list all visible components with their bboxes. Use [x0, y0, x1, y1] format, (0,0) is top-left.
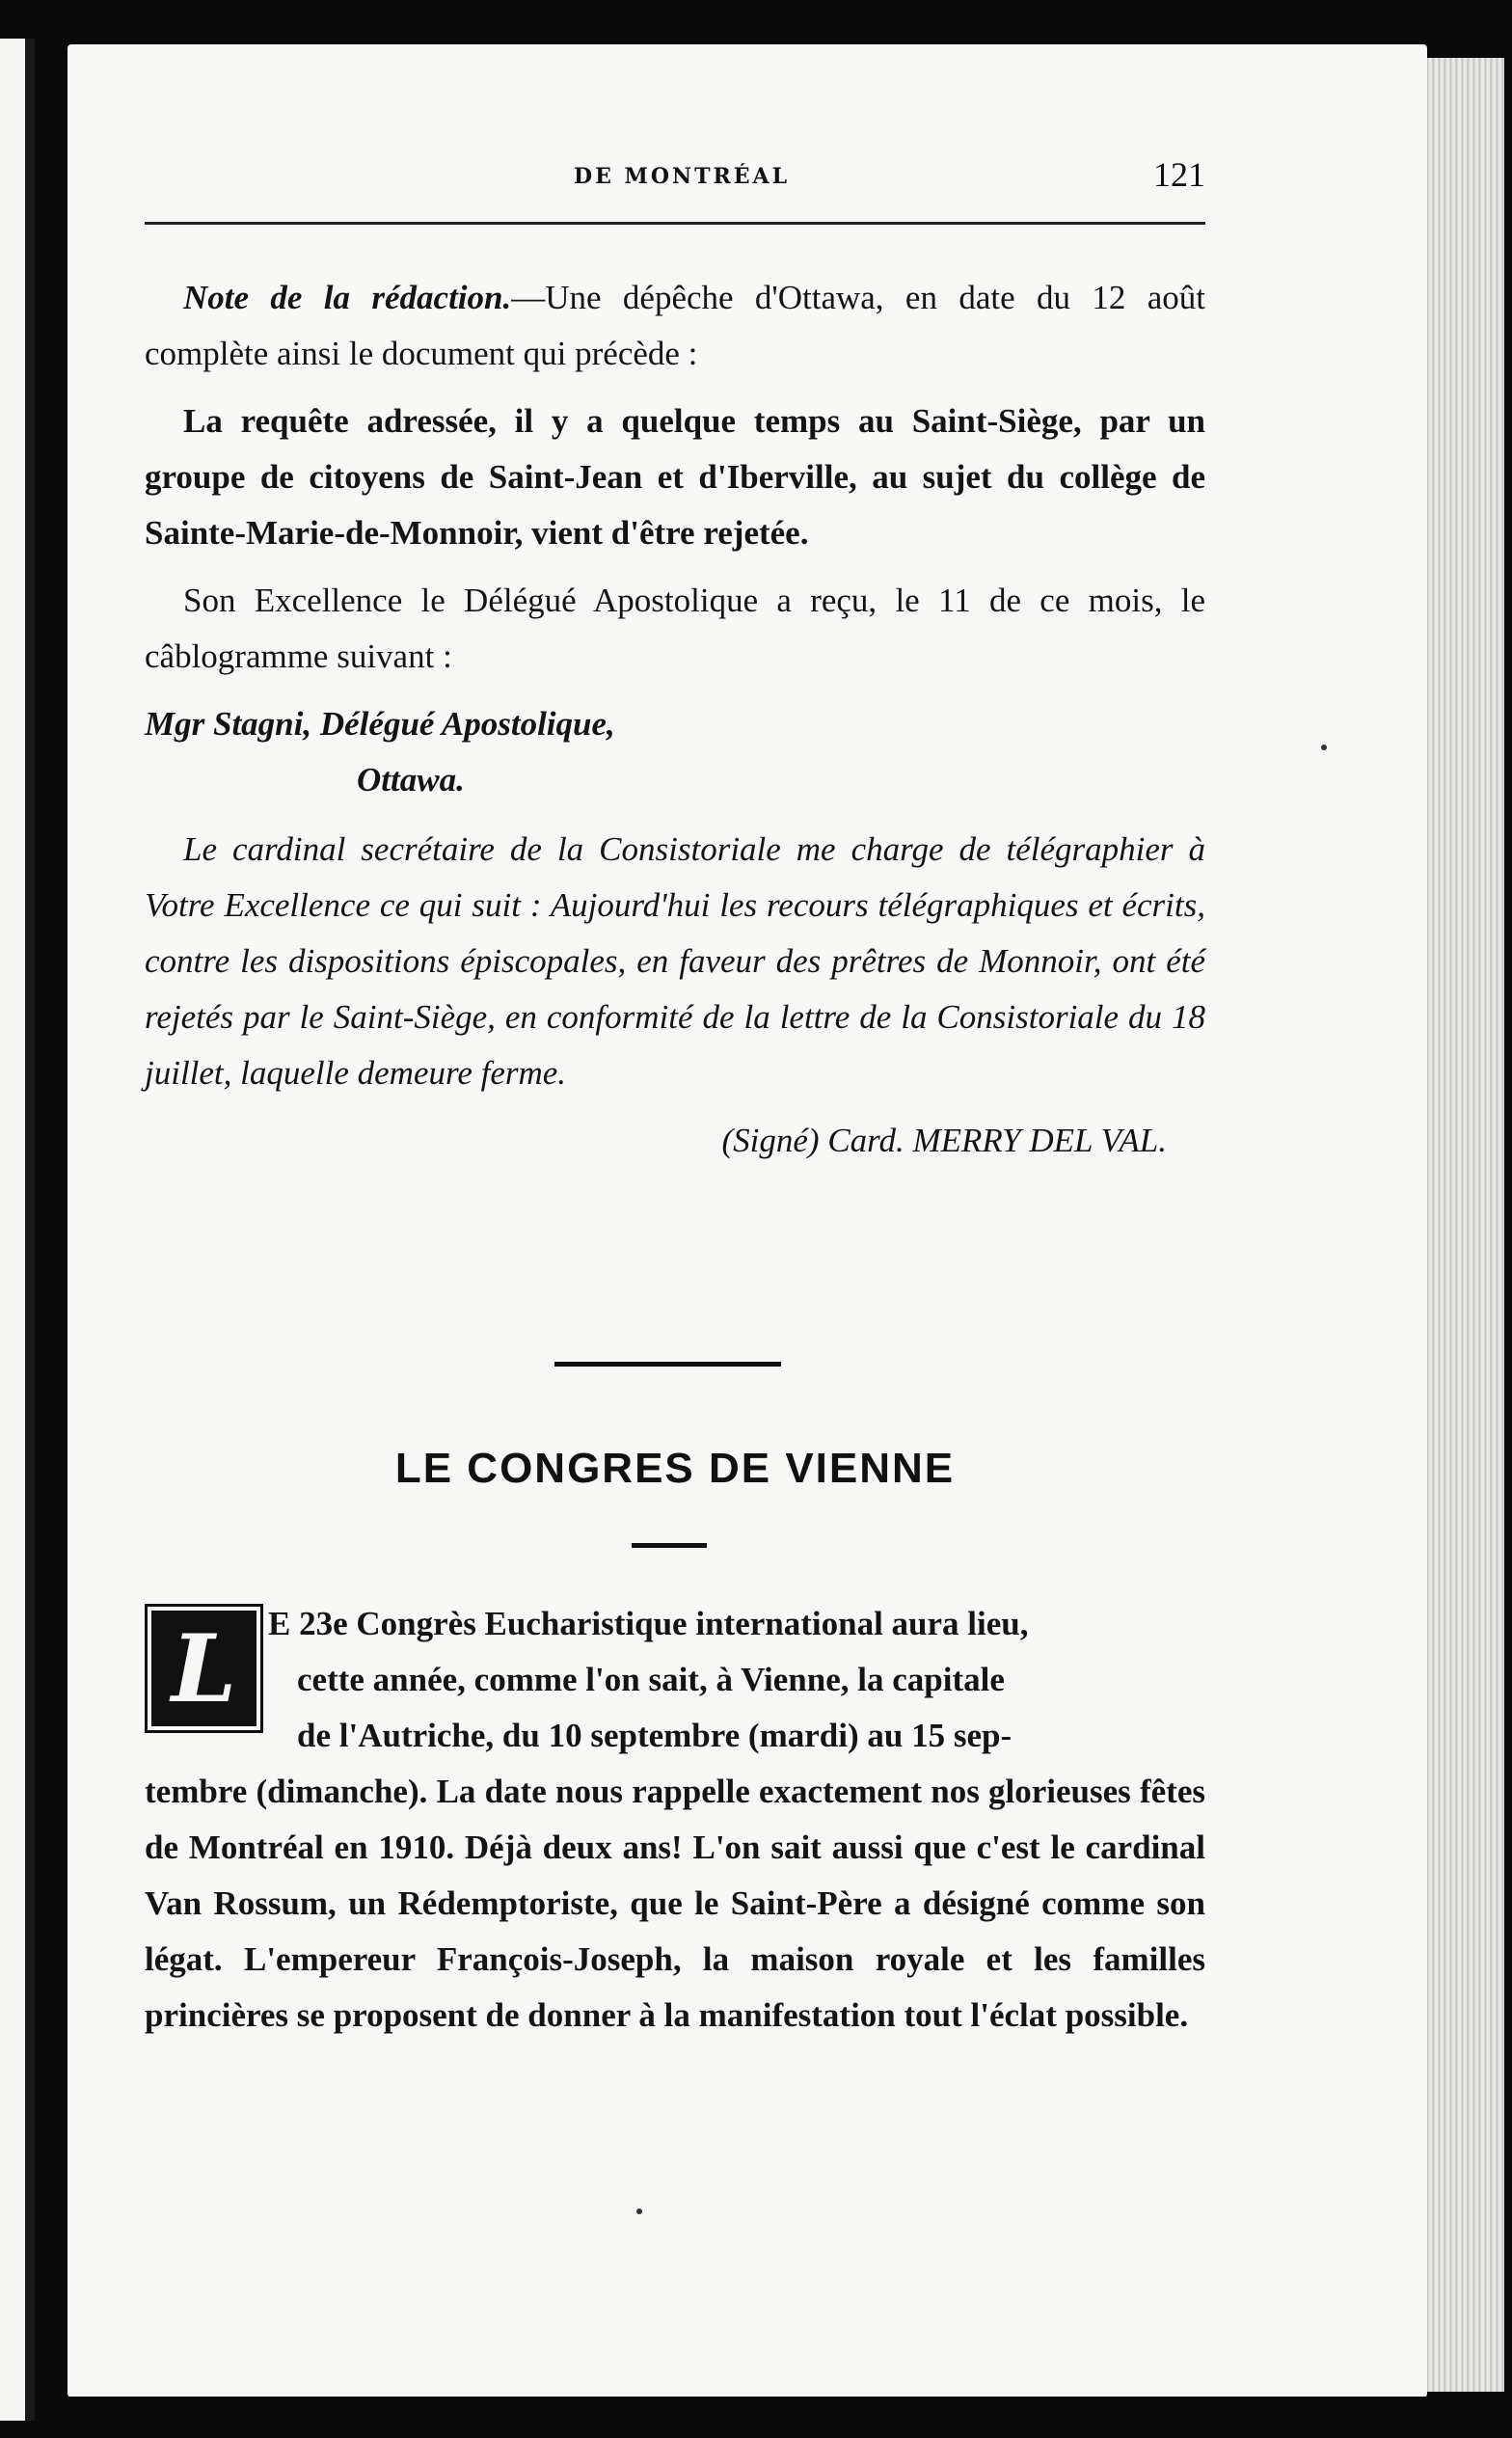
dropcap-letter: L	[171, 1613, 237, 1723]
note-paragraph-1-text: —Une dépêche d'Ottawa, en date du 12 août complète ainsi le document qui précède :	[145, 279, 1205, 372]
header-rule	[145, 222, 1205, 225]
address-line-1: Mgr Stagni, Délégué Apostolique,	[145, 705, 615, 743]
running-head: DE MONTRÉAL	[574, 164, 791, 189]
note-lead: Note de la rédaction.	[183, 279, 512, 316]
address-line-2: Ottawa.	[357, 761, 465, 799]
note-paragraph-3	[145, 573, 1205, 685]
note-paragraph-1	[145, 270, 1205, 382]
page-header	[145, 154, 1205, 203]
page-stack-edge	[1418, 58, 1504, 2392]
facing-page-edge	[0, 39, 35, 2421]
bottom-shadow	[35, 2397, 1443, 2435]
signature: (Signé) Card. MERRY DEL VAL.	[721, 1122, 1167, 1159]
note-paragraph-3-text: Son Excellence le Délégué Apostolique a reçu, le 11 de ce mois, le câblogramme suivant :	[145, 582, 1205, 675]
editorial-note	[145, 270, 1205, 1169]
page-number: 121	[1153, 155, 1205, 194]
congress-line-3: de l'Autriche, du 10 septembre (mardi) au 15 sep-	[297, 1717, 1012, 1754]
congress-paragraph	[145, 1596, 1205, 2044]
paper-speck	[636, 2208, 642, 2214]
note-paragraph-2	[145, 393, 1205, 561]
congress-line-1: E 23e Congrès Eucharistique international aura lieu,	[268, 1605, 1029, 1642]
paper-speck	[1321, 745, 1327, 750]
note-paragraph-2-text: La requête adressée, il y a quelque temps au Saint-Siège, par un groupe de citoyens de Saint-Jean et d'Iberville, au sujet du collège de Sainte-Marie-de-Monnoir, vient d'être rejetée.	[145, 402, 1205, 552]
section-title: LE CONGRES DE VIENNE	[394, 1445, 956, 1492]
section-divider	[554, 1362, 781, 1367]
cablegram-text: Le cardinal secrétaire de la Consistoriale me charge de télégraphier à Votre Excellence ce qui suit : Aujourd'hui les recours télégraphiques et écrits, contre les dispositions épiscopales, en faveur des prêtres de Monnoir, ont été rejetés par le Saint-Siège, en conformité de la lettre de la Consistoriale du 18 juillet, laquelle demeure ferme.	[145, 830, 1205, 1092]
congress-paragraph-rest: tembre (dimanche). La date nous rappelle exactement nos glorieuses fêtes de Montréal en 1910. Déjà deux ans! L'on sait aussi que c'est le cardinal Van Rossum, un Rédemptoriste, que le Saint-Père a désigné comme son légat. L'empereur François-Joseph, la maison royale et les familles princières se proposent de donner à la manifestation tout l'éclat possible.	[145, 1773, 1205, 2034]
title-underline	[632, 1543, 707, 1548]
congress-line-2: cette année, comme l'on sait, à Vienne, la capitale	[297, 1661, 1005, 1698]
